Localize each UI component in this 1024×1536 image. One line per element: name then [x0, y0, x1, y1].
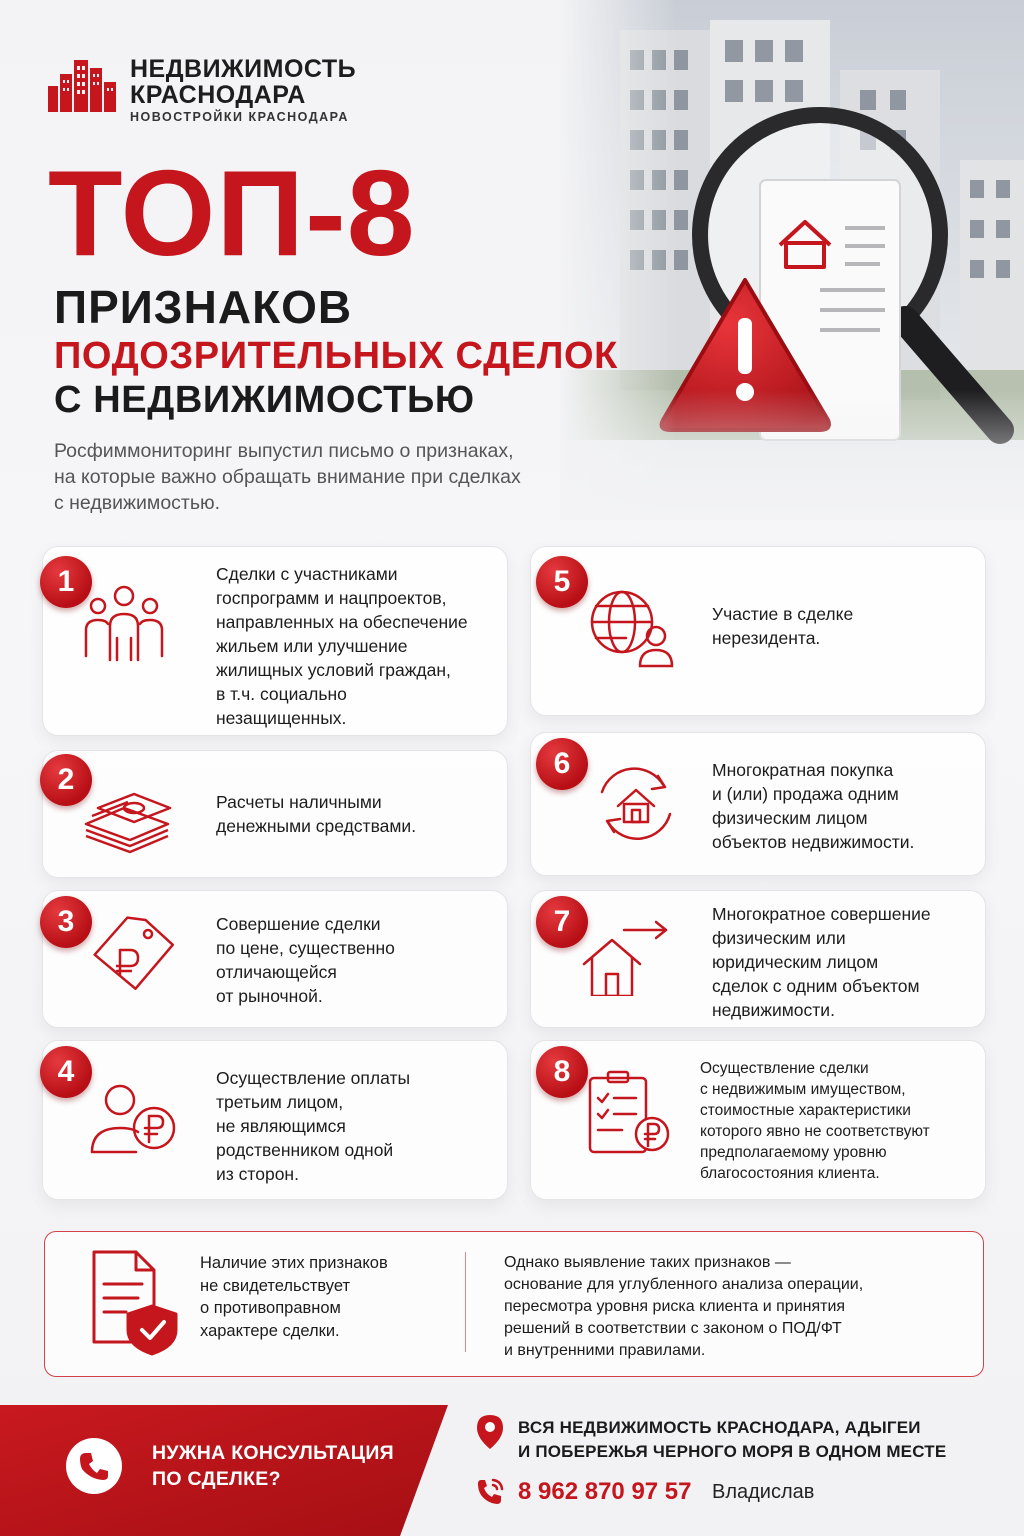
sign-text-line: Осуществление оплаты: [216, 1068, 411, 1088]
sign-number-badge: 6: [536, 738, 588, 790]
disclaimer-line: характере сделки.: [200, 1321, 340, 1340]
intro-line: Росфиммониторинг выпустил письмо о признаках,: [54, 440, 514, 462]
sign-text-line: по цене, существенно: [216, 938, 395, 958]
sign-text-line: с недвижимым имуществом,: [700, 1081, 906, 1098]
sign-text-line: от рыночной.: [216, 986, 323, 1006]
sign-text-line: жилищных условий граждан,: [216, 660, 451, 680]
sign-text-line: Многократное совершение: [712, 904, 931, 924]
sign-text: [216, 1066, 410, 1186]
call-button[interactable]: [66, 1438, 122, 1494]
buildings-magnifier-warning-illustration: [560, 0, 1024, 520]
sign-text-line: стоимостные характеристики: [700, 1102, 911, 1119]
sign-text-line: родственником одной: [216, 1140, 394, 1160]
sign-text-line: жильем или улучшение: [216, 636, 408, 656]
person-ruble-icon: [84, 1076, 180, 1160]
sign-text-line: Расчеты наличными: [216, 792, 382, 812]
people-group-icon: [76, 580, 172, 664]
contact-name: Владислав: [712, 1481, 815, 1503]
sign-text-line: из сторон.: [216, 1164, 299, 1184]
house-cycle-icon: [588, 762, 684, 846]
house-arrow-icon: [578, 912, 674, 996]
cta-line: ПО СДЕЛКЕ?: [152, 1468, 281, 1490]
location-pin-icon: [476, 1414, 504, 1450]
disclaimer-line: о противоправном: [200, 1299, 341, 1317]
disclaimer-line: пересмотра уровня риска клиента и принятия: [504, 1298, 846, 1315]
disclaimer-line: основание для углубленного анализа операции,: [504, 1276, 864, 1293]
footer-tagline-line: ВСЯ НЕДВИЖИМОСТЬ КРАСНОДАРА, АДЫГЕИ: [518, 1418, 921, 1437]
sign-text-line: не являющимся: [216, 1116, 346, 1136]
headline-line2: ПОДОЗРИТЕЛЬНЫХ СДЕЛОК: [54, 335, 618, 377]
cash-stack-icon: [78, 772, 174, 856]
consultation-cta-text[interactable]: [152, 1440, 394, 1492]
sign-number-badge: 2: [40, 754, 92, 806]
sign-text-line: предполагаемому уровню: [700, 1144, 887, 1161]
sign-number-badge: 1: [40, 556, 92, 608]
sign-text-line: направленных на обеспечение: [216, 612, 468, 632]
brand-tagline: НОВОСТРОЙКИ КРАСНОДАРА: [130, 110, 349, 124]
headline-line1: ПРИЗНАКОВ: [54, 281, 353, 333]
disclaimer-line: Наличие этих признаков: [200, 1254, 388, 1272]
sign-text-line: физическим лицом: [712, 808, 868, 828]
sign-text-line: отличающейся: [216, 962, 337, 982]
sign-text-line: Многократная покупка: [712, 760, 894, 780]
sign-text-line: Совершение сделки: [216, 914, 381, 934]
disclaimer-left-text: [200, 1252, 440, 1342]
phone-icon: [66, 1438, 122, 1494]
document-shield-check-icon: [88, 1246, 184, 1356]
sign-number-badge: 4: [40, 1046, 92, 1098]
phone-ringing-icon: [474, 1476, 506, 1508]
headline-top-8: ТОП-8: [48, 145, 416, 281]
sign-text: [712, 758, 914, 854]
footer-tagline-line: И ПОБЕРЕЖЬЯ ЧЕРНОГО МОРЯ В ОДНОМ МЕСТЕ: [518, 1442, 947, 1461]
sign-text-line: которого явно не соответствуют: [700, 1123, 930, 1140]
sign-text-line: и (или) продажа одним: [712, 784, 899, 804]
sign-text-line: Осуществление сделки: [700, 1060, 869, 1077]
cta-line: НУЖНА КОНСУЛЬТАЦИЯ: [152, 1442, 394, 1464]
intro-line: с недвижимостью.: [54, 492, 221, 514]
sign-text: [216, 912, 395, 1008]
sign-text-line: сделок с одним объектом: [712, 976, 920, 996]
headline-line3: С НЕДВИЖИМОСТЬЮ: [54, 379, 475, 421]
disclaimer-line: Однако выявление таких признаков —: [504, 1254, 791, 1271]
sign-text: [712, 902, 931, 1022]
sign-text-line: Участие в сделке: [712, 604, 854, 624]
intro-line: на которые важно обращать внимание при сделках: [54, 466, 521, 488]
sign-text-line: физическим или: [712, 928, 846, 948]
brand-name-line1: НЕДВИЖИМОСТЬ: [130, 55, 357, 83]
sign-number-badge: 5: [536, 556, 588, 608]
sign-text: [216, 790, 416, 838]
sign-text: [216, 562, 468, 730]
sign-text: [712, 602, 853, 650]
footer-tagline: [518, 1416, 946, 1464]
sign-text-line: благосостояния клиента.: [700, 1165, 880, 1182]
sign-text-line: госпрограмм и нацпроектов,: [216, 588, 447, 608]
intro-paragraph: [54, 438, 614, 516]
sign-text-line: юридическим лицом: [712, 952, 879, 972]
city-buildings-logo-icon: [46, 56, 122, 112]
sign-number-badge: 3: [40, 896, 92, 948]
sign-number-badge: 7: [536, 896, 588, 948]
sign-text-line: объектов недвижимости.: [712, 832, 915, 852]
phone-number-link[interactable]: 8 962 870 97 57: [518, 1478, 692, 1505]
sign-text: [700, 1058, 930, 1184]
sign-text-line: денежными средствами.: [216, 816, 417, 836]
sign-number-badge: 8: [536, 1046, 588, 1098]
divider: [465, 1252, 466, 1352]
globe-person-icon: [586, 586, 682, 670]
disclaimer-right-text: [504, 1252, 964, 1362]
ruble-price-tag-icon: [86, 910, 182, 994]
sign-text-line: в т.ч. социально: [216, 684, 347, 704]
sign-text-line: недвижимости.: [712, 1000, 835, 1020]
sign-text-line: нерезидента.: [712, 628, 821, 648]
brand-name-line2: КРАСНОДАРА: [130, 81, 306, 109]
disclaimer-line: и внутренними правилами.: [504, 1342, 706, 1359]
sign-text-line: незащищенных.: [216, 708, 347, 728]
sign-text-line: третьим лицом,: [216, 1092, 344, 1112]
clipboard-ruble-icon: [582, 1070, 678, 1154]
disclaimer-line: решений в соответствии с законом о ПОД/ФТ: [504, 1320, 842, 1337]
disclaimer-line: не свидетельствует: [200, 1276, 351, 1295]
sign-text-line: Сделки с участниками: [216, 564, 398, 584]
